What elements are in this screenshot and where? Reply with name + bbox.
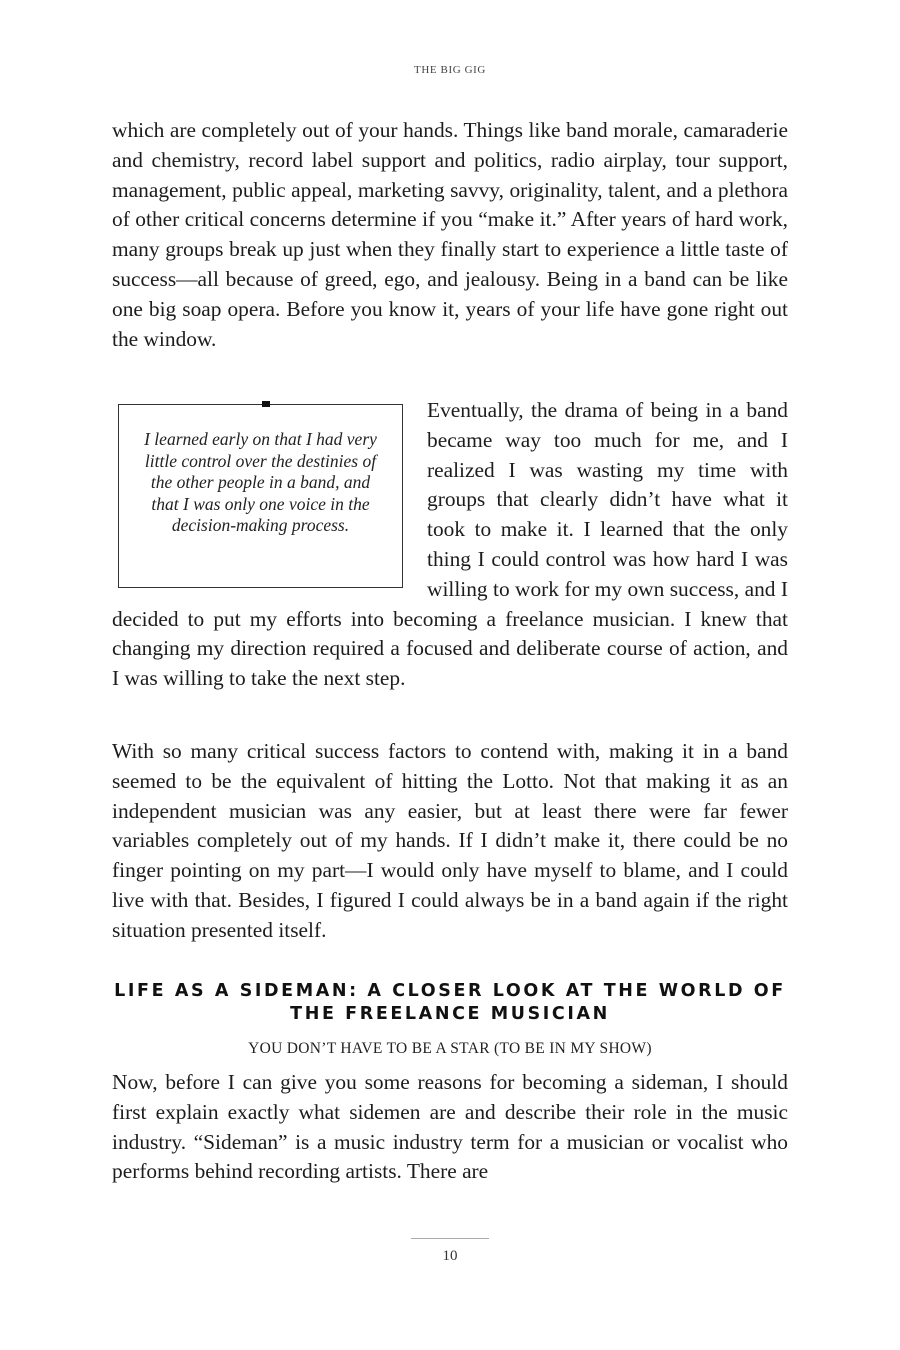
pullquote-wrap-region xyxy=(112,396,788,694)
paragraph-4: Now, before I can give you some reasons for becoming a sideman, I should first explain exactly what sidemen are and describe their role in the music industry. “Sideman” is a music industry term for a musician or vocalist who performs behind recording artists. There are xyxy=(112,1070,788,1184)
paragraph-3: With so many critical success factors to contend with, making it in a band seemed to be the equivalent of hitting the Lotto. Not that making it as an independent musician was any easier, but at least there were far fewer variables completely out of my hands. If I didn’t make it, there could be no finger pointing on my part—I would only have myself to blame, and I could live with that. Besides, I figured I could always be in a band again if the right situation presented itself. xyxy=(112,739,788,942)
pullquote-text: I learned early on that I had very little control over the destinies of the other people in a band, and that I was only one voice in the decision-making process. xyxy=(144,429,377,535)
pullquote-marker xyxy=(262,401,270,407)
running-head: THE BIG GIG xyxy=(414,64,486,76)
pullquote-box xyxy=(118,404,403,588)
section-subheading: YOU DON’T HAVE TO BE A STAR (TO BE IN MY SHOW) xyxy=(248,1040,652,1057)
section-heading: LIFE AS A SIDEMAN: A CLOSER LOOK AT THE WORLD OF THE FREELANCE MUSICIAN xyxy=(114,981,786,1024)
page-number: 10 xyxy=(442,1248,458,1264)
folio-rule xyxy=(411,1238,489,1239)
paragraph-1: which are completely out of your hands. Things like band morale, camaraderie and chemistry, record label support and politics, radio airplay, tour support, management, public appeal, marketing savvy, originality, talent, and a plethora of other critical concerns determine if you “make it.” After years of hard work, many groups break up just when they finally start to experience a little taste of success—all because of greed, ego, and jealousy. Being in a band can be like one big soap opera. Before you know it, years of your life have gone right out the window. xyxy=(112,118,788,351)
paragraph-2: Eventually, the drama of being in a band became way too much for me, and I realized I was wasting my time with groups that clearly didn’t have what it took to make it. I learned that the only thing I could control was how hard I was willing to work for my own success, and I decided to put my efforts into becoming a freelance musician. I knew that changing my direction required a focused and deliberate course of action, and I was willing to take the next step. xyxy=(112,398,788,691)
